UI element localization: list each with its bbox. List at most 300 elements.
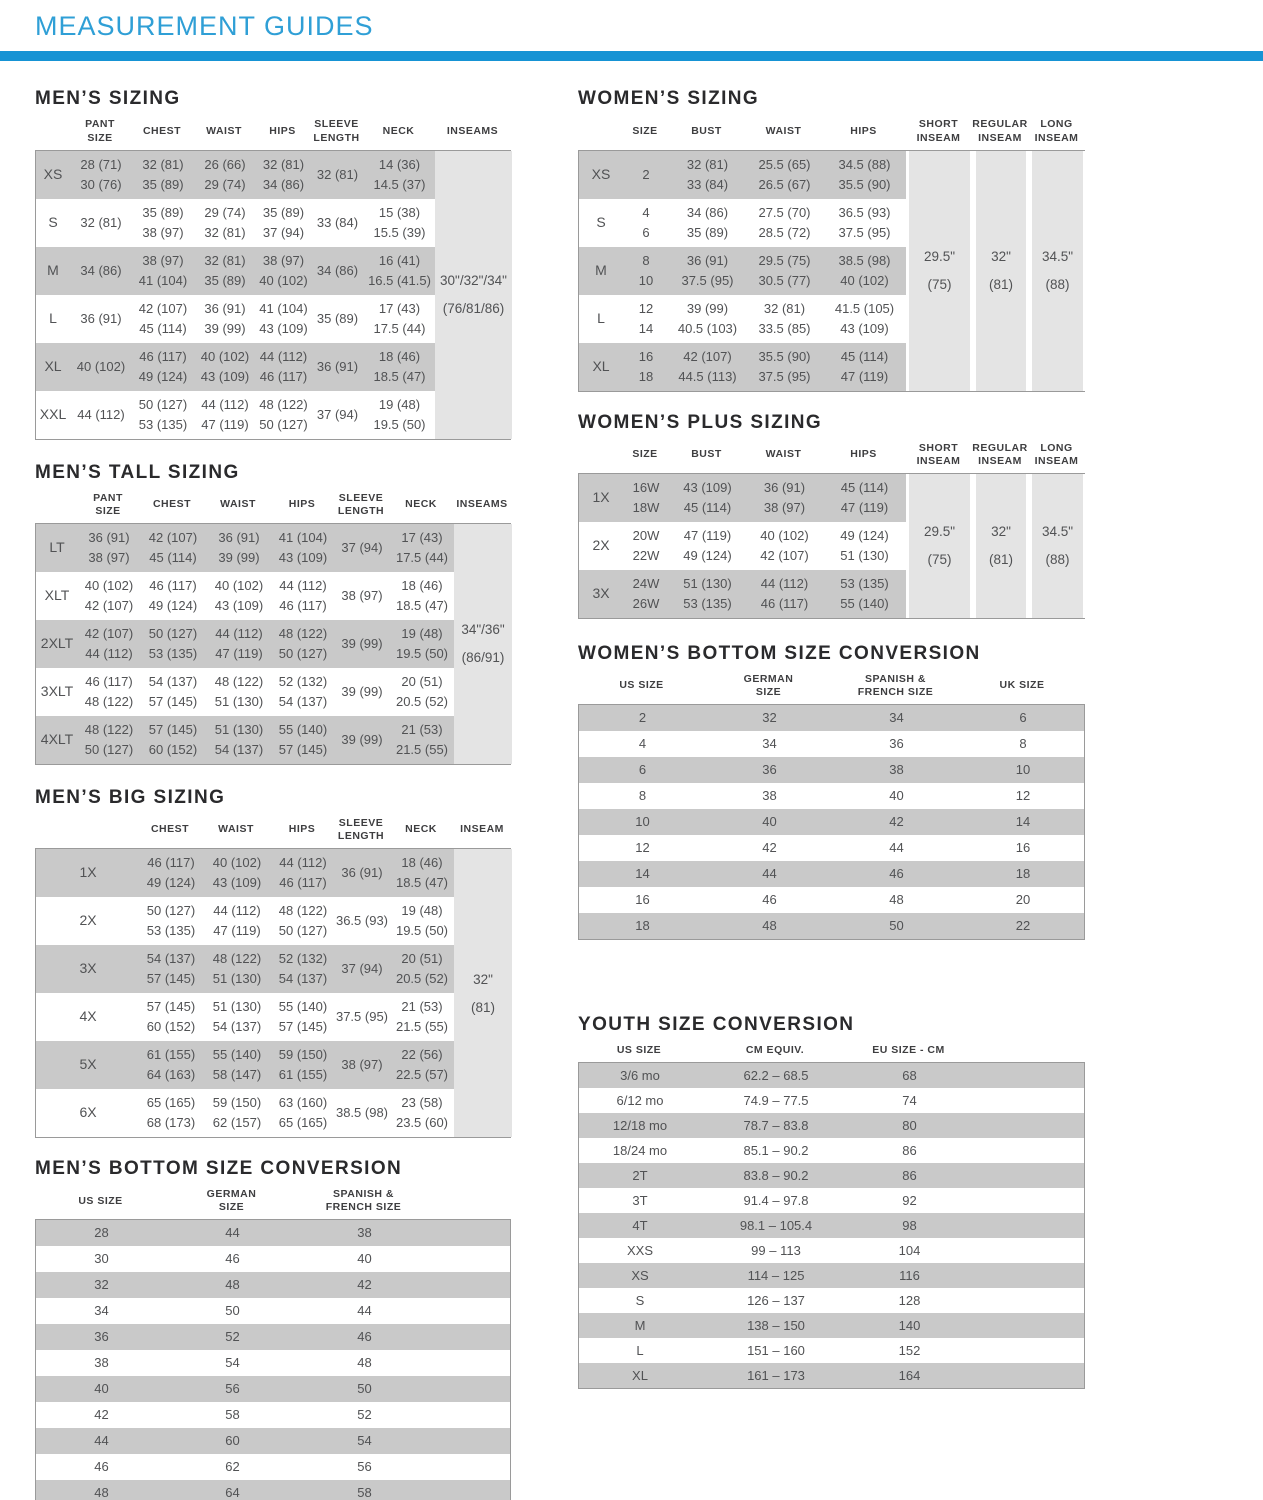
inseam-column-cell: [1029, 474, 1086, 522]
cell-line: 36 (91): [686, 252, 729, 268]
table-cell: 91.4 – 97.8: [743, 1192, 809, 1208]
table-cell: [202, 945, 272, 993]
section-mens-tall-sizing: [35, 462, 511, 765]
cell-line: 20.5 (52): [395, 693, 449, 709]
inseam-column-cell: [973, 343, 1029, 391]
inseam-column-fill: [976, 295, 1026, 343]
inseam-column-fill: [1032, 522, 1083, 570]
header-line: FRENCH SIZE: [857, 686, 934, 699]
cell-line: 60 (152): [146, 1019, 196, 1035]
table-cell: [623, 295, 669, 343]
table-cell: 44: [762, 866, 777, 882]
cell-line: 38 (97): [763, 499, 806, 515]
table-cell: [390, 897, 454, 945]
table-row-m: [36, 247, 510, 295]
cell-line: 16W: [632, 479, 660, 495]
inseam-column-fill: [1032, 474, 1083, 522]
cell-line: 40 (102): [840, 272, 889, 288]
cell-line: 65 (165): [278, 1115, 328, 1131]
column-header: [35, 1195, 166, 1208]
header-line: CHEST: [150, 823, 190, 836]
header-line: WAIST: [218, 823, 254, 836]
inseam-column-fill: [909, 343, 970, 391]
cell-line: 37.5 (95): [838, 224, 891, 240]
table-cell: [256, 247, 311, 295]
table-cell: [623, 343, 669, 391]
cell-line: 48 (122): [278, 903, 328, 919]
table-cell: 74: [902, 1092, 917, 1108]
cell-line: 21.5 (55): [395, 1019, 449, 1035]
table-cell: 128: [898, 1292, 921, 1308]
table-cell: [334, 1089, 390, 1137]
cell-line: 39 (99): [341, 683, 383, 699]
table-cell: [623, 199, 669, 247]
table-cell: [334, 572, 390, 620]
table-cell: [746, 199, 823, 247]
column-header: [578, 679, 705, 692]
inseam-column-cell: [435, 391, 512, 439]
cell-line: 48 (122): [259, 396, 308, 412]
header-line: US SIZE: [619, 679, 664, 692]
table-body: [35, 848, 511, 1138]
table-body: [35, 523, 511, 765]
table-cell: 50: [357, 1381, 372, 1397]
inseam-column-cell: [906, 247, 973, 295]
table-cell: [623, 247, 669, 295]
table-cell: [140, 668, 206, 716]
table-cell: [256, 343, 311, 391]
header-line: WAIST: [220, 498, 256, 511]
column-header: [832, 673, 959, 699]
cell-line: 53 (135): [146, 923, 196, 939]
cell-line: 65 (165): [146, 1095, 196, 1111]
inseam-line: 32": [991, 249, 1011, 265]
table-cell: [78, 668, 140, 716]
table-cell: [390, 668, 454, 716]
table-cell: [334, 524, 390, 572]
inseam-column-cell: [973, 522, 1029, 570]
cell-line: 49 (124): [146, 875, 196, 891]
cell-line: 14: [638, 320, 654, 336]
inseam-column-cell: [435, 247, 512, 295]
cell-line: 23 (58): [401, 1095, 443, 1111]
table-cell: 64: [225, 1485, 240, 1500]
inseam-column-cell: [1029, 295, 1086, 343]
inseam-column-cell: [906, 522, 973, 570]
table-cell: [272, 945, 334, 993]
cell-line: 43 (109): [212, 875, 262, 891]
table-cell: 16: [1015, 840, 1031, 856]
column-header: [363, 125, 434, 138]
table-cell: [140, 897, 202, 945]
table-cell: [669, 522, 746, 570]
inseam-column-fill: [435, 295, 512, 343]
inseam-column-fill: [976, 474, 1026, 522]
table-cell: [746, 151, 823, 199]
table-cell: [256, 151, 311, 199]
column-header: [705, 673, 832, 699]
table-cell: 44: [225, 1225, 240, 1241]
size-label: 4XLT: [40, 731, 74, 748]
table-cell: 40: [94, 1381, 109, 1397]
inseam-line: (76/81/86): [442, 301, 505, 317]
cell-line: 37 (94): [316, 406, 359, 422]
header-line: HIPS: [850, 124, 877, 137]
table-cell: 126 – 137: [747, 1292, 805, 1308]
cell-line: 58 (147): [212, 1067, 262, 1083]
table-cell: S: [635, 1292, 645, 1308]
table-cell: 32: [94, 1277, 109, 1293]
table-row-2x: [579, 522, 1084, 570]
table-row: [579, 1338, 1084, 1363]
table-body: [35, 1219, 511, 1500]
cell-line: 47 (119): [840, 499, 889, 515]
table-cell: [311, 199, 364, 247]
table-cell: [140, 572, 206, 620]
table-cell: [311, 151, 364, 199]
table-cell: [364, 247, 435, 295]
table-cell: 54: [225, 1355, 240, 1371]
table-cell: 12: [635, 840, 650, 856]
header-line: INSEAM: [978, 131, 1022, 144]
cell-line: 23.5 (60): [395, 1115, 449, 1131]
content-columns: [0, 61, 1263, 1500]
inseam-column-fill: [1032, 151, 1083, 199]
table-cell: [256, 391, 311, 439]
table-body: [578, 1062, 1085, 1389]
table-cell: 34: [762, 736, 777, 752]
cell-line: 16 (41): [378, 252, 421, 268]
inseam-column-cell: [454, 524, 512, 572]
table-row: [36, 1428, 510, 1454]
cell-line: 43 (109): [840, 320, 889, 336]
table-cell: [132, 295, 194, 343]
cell-line: 36 (91): [80, 310, 122, 326]
table-cell: [194, 199, 256, 247]
cell-line: 20W: [632, 527, 660, 543]
cell-line: 38 (97): [142, 252, 184, 268]
table-body: [578, 704, 1085, 940]
size-label: XLT: [44, 587, 70, 604]
column-header: [333, 492, 389, 518]
size-label: S: [48, 213, 58, 230]
cell-line: 8: [642, 252, 650, 268]
cell-line: 44 (112): [77, 406, 125, 422]
table-cell: [390, 572, 454, 620]
table-cell: 46: [889, 866, 904, 882]
table-row-1x: [579, 474, 1084, 522]
table-cell: XS: [631, 1267, 649, 1283]
cell-line: 44 (112): [279, 855, 327, 871]
table-cell: 3T: [632, 1192, 648, 1208]
inseam-column-cell: [906, 343, 973, 391]
cell-line: 40 (102): [200, 348, 250, 364]
inseam-line: 34.5": [1041, 524, 1074, 540]
table-cell: 46: [357, 1329, 372, 1345]
inseam-column-fill: [976, 343, 1026, 391]
cell-line: 41 (104): [278, 529, 328, 545]
table-cell: [272, 716, 334, 764]
table-cell: [272, 620, 334, 668]
header-line: PANT: [85, 118, 115, 131]
table-row-2xlt: [36, 620, 510, 668]
inseam-line: (75): [927, 552, 952, 568]
table-header-row: [578, 118, 1085, 149]
section-womens-bottom-conversion: [578, 643, 1085, 940]
table-cell: [70, 199, 132, 247]
table-cell: [390, 849, 454, 897]
cell-line: 34 (86): [316, 262, 359, 278]
table-cell: [140, 620, 206, 668]
header-line: SHORT: [918, 441, 959, 454]
table-cell: [746, 474, 823, 522]
table-cell: [272, 993, 334, 1041]
table-cell: [364, 295, 435, 343]
table-body: [578, 473, 1085, 619]
column-header: [333, 817, 389, 843]
cell-line: 38.5 (98): [838, 252, 891, 268]
column-header: [271, 823, 333, 836]
table-cell: 85.1 – 90.2: [743, 1142, 809, 1158]
cell-line: 34 (86): [262, 176, 305, 192]
cell-line: 48 (122): [214, 673, 264, 689]
table-cell: [334, 716, 390, 764]
column-header: [1028, 118, 1085, 144]
table-cell: [78, 572, 140, 620]
header-line: SLEEVE: [338, 816, 384, 829]
inseam-column-fill: [454, 524, 512, 572]
table-cell: 164: [898, 1367, 921, 1383]
header-line: SHORT: [918, 118, 959, 131]
table-cell: [823, 247, 906, 295]
inseam-column-fill: [454, 945, 512, 993]
column-header: [131, 125, 193, 138]
table-cell: [132, 247, 194, 295]
table-row-6x: [36, 1089, 510, 1137]
column-header: [905, 442, 972, 468]
size-label: 3X: [79, 960, 97, 977]
cell-line: 32 (81): [316, 166, 359, 182]
cell-line: 47 (119): [840, 368, 889, 384]
cell-line: 51 (130): [212, 999, 262, 1015]
header-line: HIPS: [288, 498, 316, 511]
header-line: SIZE: [87, 131, 113, 144]
cell-line: 57 (145): [146, 999, 196, 1015]
table-cell: [140, 993, 202, 1041]
cell-line: 28 (71): [80, 156, 122, 172]
cell-line: 50 (127): [278, 645, 328, 661]
cell-line: 45 (114): [840, 479, 889, 495]
page-title: MEASUREMENT GUIDES: [35, 11, 374, 41]
cell-line: 43 (109): [278, 549, 328, 565]
cell-line: 26 (66): [204, 156, 246, 172]
cell-line: 29 (74): [204, 176, 246, 192]
table-cell: 80: [902, 1117, 917, 1133]
cell-line: 64 (163): [146, 1067, 196, 1083]
column-header: [389, 498, 453, 511]
cell-line: 50 (127): [148, 625, 198, 641]
table-cell: [334, 849, 390, 897]
table-cell: 98.1 – 105.4: [739, 1217, 813, 1233]
header-line: INSEAM: [1034, 454, 1079, 467]
column-header: [389, 823, 453, 836]
table-cell: [202, 1041, 272, 1089]
table-cell: 38: [762, 788, 777, 804]
table-cell: 36: [94, 1329, 109, 1345]
section-youth-conversion: [578, 1014, 1085, 1389]
cell-line: 51 (130): [212, 971, 262, 987]
table-cell: [202, 849, 272, 897]
table-cell: [140, 1089, 202, 1137]
cell-line: 30 (76): [80, 176, 122, 192]
cell-line: 40 (102): [212, 855, 262, 871]
inseam-column-fill: [435, 151, 512, 199]
inseam-column-cell: [1029, 570, 1086, 618]
table-cell: 58: [357, 1485, 372, 1500]
header-line: US SIZE: [616, 1044, 662, 1057]
header-line: SIZE: [632, 124, 658, 137]
size-label: 1X: [592, 489, 610, 506]
column-header: [166, 1188, 297, 1214]
cell-line: 39 (99): [218, 549, 260, 565]
inseam-column-cell: [1029, 247, 1086, 295]
table-cell: [206, 620, 272, 668]
cell-line: 43 (109): [683, 479, 732, 495]
cell-line: 37 (94): [341, 539, 383, 555]
table-cell: 18: [635, 918, 650, 934]
table-cell: [132, 151, 194, 199]
table-row: [36, 1350, 510, 1376]
header-line: GERMAN: [206, 1188, 257, 1201]
size-label: XS: [591, 165, 611, 182]
header-line: HIPS: [288, 823, 316, 836]
cell-line: 36 (91): [763, 479, 806, 495]
cell-line: 37 (94): [262, 224, 305, 240]
table-cell: 4: [638, 736, 647, 752]
column-header: [139, 823, 201, 836]
table-cell: 18/24 mo: [612, 1142, 668, 1158]
inseam-line: (81): [988, 277, 1013, 293]
cell-line: 29.5 (75): [758, 252, 811, 268]
table-cell: 34: [94, 1303, 109, 1319]
cell-line: 30.5 (77): [758, 272, 811, 288]
cell-line: 38 (97): [142, 224, 184, 240]
inseam-column-cell: [1029, 151, 1086, 199]
table-cell: 48: [225, 1277, 240, 1293]
table-cell: [390, 1089, 454, 1137]
cell-line: 32 (81): [204, 224, 246, 240]
table-cell: 62: [225, 1459, 240, 1475]
header-line: INSEAMS: [446, 124, 499, 137]
header-line: LENGTH: [337, 830, 385, 843]
table-cell: [311, 295, 364, 343]
inseam-column-fill: [1032, 570, 1083, 618]
cell-line: 43 (109): [214, 597, 264, 613]
cell-line: 26.5 (67): [758, 176, 811, 192]
table-cell: [272, 524, 334, 572]
cell-line: 61 (155): [278, 1067, 328, 1083]
cell-line: 18: [638, 368, 654, 384]
table-cell: 38: [889, 762, 904, 778]
table-row-xxl: [36, 391, 510, 439]
section-mens-bottom-conversion: [35, 1158, 511, 1500]
table-cell: 78.7 – 83.8: [743, 1117, 809, 1133]
table-row: [36, 1220, 510, 1246]
table-row-lt: [36, 524, 510, 572]
table-cell: 74.9 – 77.5: [743, 1092, 809, 1108]
table-cell: 42: [889, 814, 904, 830]
cell-line: 29 (74): [204, 204, 246, 220]
table-cell: [194, 391, 256, 439]
table-cell: [140, 945, 202, 993]
table-row-3xlt: [36, 668, 510, 716]
table-cell: 138 – 150: [747, 1317, 805, 1333]
table-cell: 32: [762, 710, 777, 726]
cell-line: 36 (91): [341, 865, 383, 881]
inseam-column-cell: [435, 343, 512, 391]
size-label: L: [49, 309, 57, 326]
cell-line: 52 (132): [278, 951, 328, 967]
table-header-row: [35, 817, 511, 848]
table-row-xs: [579, 151, 1084, 199]
cell-line: 39 (99): [686, 300, 729, 316]
table-row: [579, 1088, 1084, 1113]
header-line: BUST: [691, 124, 722, 137]
inseam-column-cell: [1029, 199, 1086, 247]
inseam-line: (75): [927, 277, 952, 293]
cell-line: 35 (89): [686, 224, 729, 240]
cell-line: 55 (140): [278, 721, 328, 737]
inseam-column-cell: [906, 295, 973, 343]
header-line: LENGTH: [337, 504, 385, 517]
column-header: [822, 448, 905, 461]
cell-line: 36 (91): [316, 358, 359, 374]
column-header: [972, 118, 1028, 144]
table-cell: 104: [898, 1242, 921, 1258]
header-line: INSEAM: [978, 454, 1022, 467]
table-cell: [823, 522, 906, 570]
cell-line: 47 (119): [683, 527, 732, 543]
cell-line: 36 (91): [218, 529, 260, 545]
inseam-column-fill: [909, 247, 970, 295]
inseam-column-cell: [454, 1041, 512, 1089]
table-cell: 34: [889, 710, 904, 726]
header-line: SIZE: [632, 448, 658, 461]
cell-line: 17 (43): [378, 300, 421, 316]
table-cell: 52: [225, 1329, 240, 1345]
cell-line: 35.5 (90): [838, 176, 891, 192]
table-row: [579, 1213, 1084, 1238]
cell-line: 53 (135): [683, 595, 732, 611]
header-line: INSEAM: [460, 823, 504, 836]
table-row: [579, 861, 1084, 887]
table-cell: 48: [94, 1485, 109, 1500]
inseam-column-cell: [454, 620, 512, 668]
table-cell: 36: [889, 736, 904, 752]
cell-line: 40 (102): [259, 272, 308, 288]
inseam-column-fill: [909, 474, 970, 522]
table-row-s: [36, 199, 510, 247]
cell-line: 46 (117): [760, 595, 809, 611]
cell-line: 43 (109): [259, 320, 308, 336]
cell-line: 47 (119): [201, 416, 249, 432]
table-row: [36, 1272, 510, 1298]
table-row: [36, 1480, 510, 1500]
header-line: REGULAR: [972, 118, 1028, 131]
header-line: EU SIZE - CM: [872, 1044, 945, 1057]
table-cell: [132, 391, 194, 439]
cell-line: 19.5 (50): [373, 416, 426, 432]
